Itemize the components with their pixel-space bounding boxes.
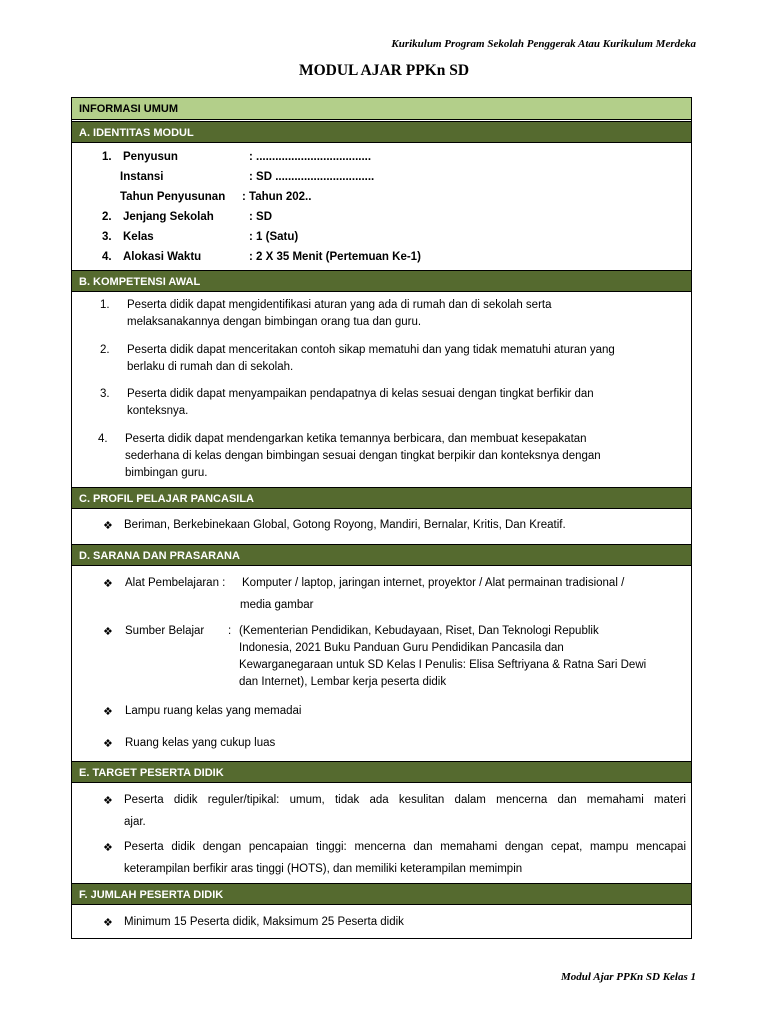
tahun-label: Tahun Penyusunan xyxy=(120,191,226,203)
section-target-peserta: E. TARGET PESERTA DIDIK xyxy=(72,761,691,783)
alat-label: Alat Pembelajaran : xyxy=(125,577,226,589)
kompetensi-item-3: Peserta didik dapat menyampaikan pendapatnya di kelas sesuai dengan tingkat berfikir dan konteksnya. xyxy=(127,388,594,417)
sumber-colon: : xyxy=(228,625,232,637)
identitas-no-3: 3. xyxy=(102,231,112,243)
identitas-no-2: 2. xyxy=(102,211,112,223)
kompetensi-item-1: Peserta didik dapat mengidentifikasi aturan yang ada di rumah dan di sekolah serta melaksanakannya dengan bimbingan orang tua dan guru. xyxy=(127,299,552,328)
jenjang-label: Jenjang Sekolah xyxy=(123,211,214,223)
footer-note: Modul Ajar PPKn SD Kelas 1 xyxy=(561,971,696,983)
alokasi-value: : 2 X 35 Menit (Pertemuan Ke-1) xyxy=(249,251,421,263)
jenjang-value: : SD xyxy=(249,211,272,223)
section-jumlah-peserta: F. JUMLAH PESERTA DIDIK xyxy=(72,883,691,905)
alat-line-2: media gambar xyxy=(240,599,314,611)
tahun-value: : Tahun 202.. xyxy=(242,191,312,203)
bullet-diamond-icon: ❖ xyxy=(103,738,113,750)
section-kompetensi-awal: B. KOMPETENSI AWAL xyxy=(72,270,691,292)
profil-text: Beriman, Berkebinekaan Global, Gotong Royong, Mandiri, Bernalar, Kritis, Dan Kreatif. xyxy=(124,519,566,531)
identitas-no-4: 4. xyxy=(102,251,112,263)
jumlah-text: Minimum 15 Peserta didik, Maksimum 25 Peserta didik xyxy=(124,916,404,928)
bullet-diamond-icon: ❖ xyxy=(103,520,113,532)
instansi-label: Instansi xyxy=(120,171,164,183)
bullet-diamond-icon: ❖ xyxy=(103,626,113,638)
alat-line-1: Komputer / laptop, jaringan internet, proyektor / Alat permainan tradisional / xyxy=(242,577,625,589)
kompetensi-item-4: Peserta didik dapat mendengarkan ketika temannya berbicara, dan membuat kesepakatan sederhana di kelas dengan bimbingan sesuai dengan tingkat berpikir dan konteksnya dengan bimbingan guru. xyxy=(125,433,601,479)
target-reguler-line-2: ajar. xyxy=(124,816,146,828)
kompetensi-no-1: 1. xyxy=(100,299,110,311)
kompetensi-no-3: 3. xyxy=(100,388,110,400)
kelas-value: : 1 (Satu) xyxy=(249,231,299,243)
bullet-diamond-icon: ❖ xyxy=(103,917,113,929)
module-table xyxy=(71,97,692,939)
kompetensi-item-2: Peserta didik dapat menceritakan contoh sikap mematuhi dan yang tidak mematuhi aturan yang berlaku di rumah dan di sekolah. xyxy=(127,344,615,373)
alokasi-label: Alokasi Waktu xyxy=(123,251,202,263)
bullet-diamond-icon: ❖ xyxy=(103,795,113,807)
kelas-label: Kelas xyxy=(123,231,154,243)
target-reguler-line-1: Peserta didik reguler/tipikal: umum, tidak ada kesulitan dalam mencerna dan memahami materi xyxy=(124,794,686,806)
target-tinggi-line-2: keterampilan berfikir aras tinggi (HOTS), dan memiliki keterampilan memimpin xyxy=(124,863,523,875)
bullet-diamond-icon: ❖ xyxy=(103,706,113,718)
bullet-diamond-icon: ❖ xyxy=(103,578,113,590)
section-sarana-prasarana: D. SARANA DAN PRASARANA xyxy=(72,544,691,566)
target-tinggi-line-1: Peserta didik dengan pencapaian tinggi: mencerna dan memahami dengan cepat, mampu mencapai xyxy=(124,841,686,853)
penyusun-label: Penyusun xyxy=(123,151,178,163)
page-title: MODUL AJAR PPKn SD xyxy=(298,62,470,79)
kompetensi-no-2: 2. xyxy=(100,344,110,356)
section-informasi-umum: INFORMASI UMUM xyxy=(72,98,691,120)
sumber-text: (Kementerian Pendidikan, Kebudayaan, Riset, Dan Teknologi Republik Indonesia, 2021 Buku Panduan Guru Pendidikan Pancasila dan Kewarganegaraan untuk SD Kelas I Penulis: Elisa Seftriyana & Ratna Sari Dewi dan Internet), Lembar kerja peserta didik xyxy=(239,625,647,688)
instansi-value: : SD ............................... xyxy=(249,171,375,183)
section-profil-pancasila: C. PROFIL PELAJAR PANCASILA xyxy=(72,487,691,509)
lampu-text: Lampu ruang kelas yang memadai xyxy=(125,705,302,717)
identitas-no-1: 1. xyxy=(102,151,112,163)
section-identitas-modul: A. IDENTITAS MODUL xyxy=(72,121,691,143)
header-note: Kurikulum Program Sekolah Penggerak Atau Kurikulum Merdeka xyxy=(391,38,696,50)
kompetensi-no-4: 4. xyxy=(98,433,108,445)
sumber-label: Sumber Belajar xyxy=(125,625,205,637)
bullet-diamond-icon: ❖ xyxy=(103,842,113,854)
penyusun-value: : .................................... xyxy=(249,151,372,163)
ruang-text: Ruang kelas yang cukup luas xyxy=(125,737,276,749)
